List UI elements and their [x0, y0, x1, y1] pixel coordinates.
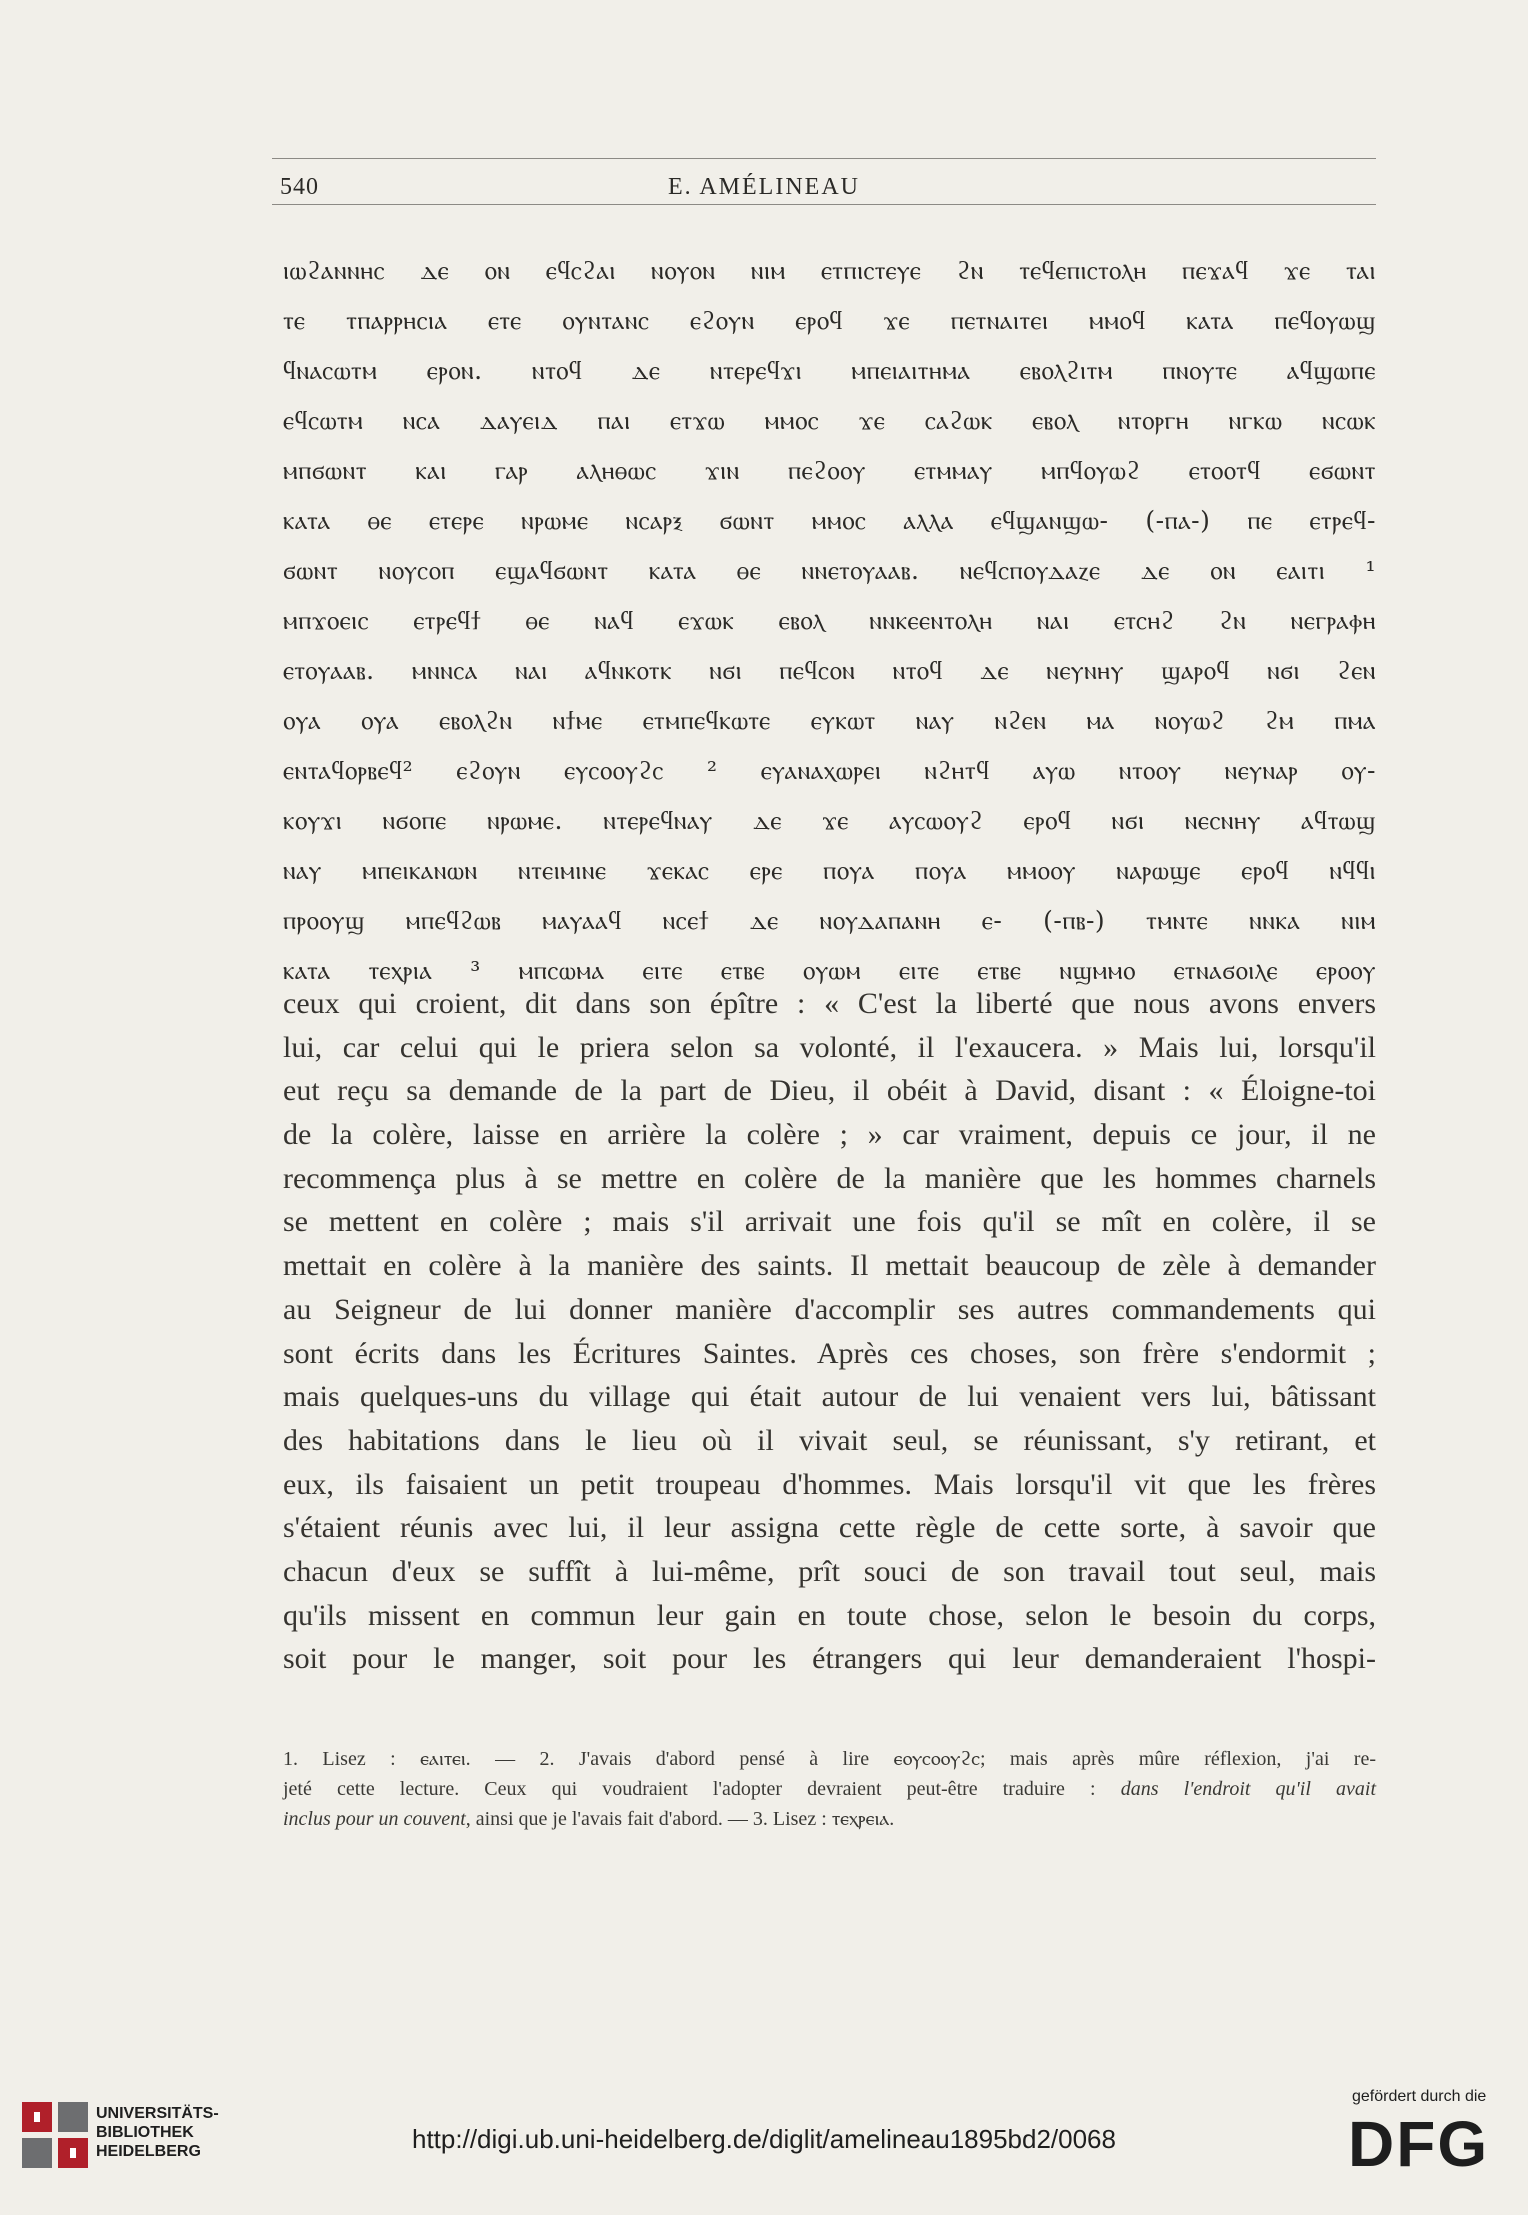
svg-text:DFG: DFG [1348, 2110, 1490, 2172]
french-line: ceux qui croient, dit dans son épître : « C'est la liberté que nous avons envers [283, 987, 1376, 1020]
coptic-line: ϭⲱⲛⲧ ⲛⲟⲩⲥⲟⲡ ⲉϣⲁϥϭⲱⲛⲧ ⲕⲁⲧⲁ ⲑⲉ ⲛⲛⲉⲧⲟⲩⲁⲁⲃ. ⲛⲉϥⲥⲡⲟⲩⲇⲁⲍⲉ ⲇⲉ ⲟⲛ ⲉⲁⲓⲧⲓ ¹ [283, 556, 1376, 585]
permalink-url[interactable]: http://digi.ub.uni-heidelberg.de/diglit/amelineau1895bd2/0068 [412, 2124, 1116, 2154]
running-title: E. AMÉLINEAU [668, 174, 860, 200]
coptic-line: ⲡⲣⲟⲟⲩϣ ⲙⲡⲉϥϩⲱⲃ ⲙⲁⲩⲁⲁϥ ⲛⲥⲉϯ ⲇⲉ ⲛⲟⲩⲇⲁⲡⲁⲛⲏ ⲉ- (-ⲡⲃ-) ⲧⲙⲛⲧⲉ ⲛⲛⲕⲁ ⲛⲓⲙ [283, 906, 1376, 935]
coptic-line: ⲟⲩⲁ ⲟⲩⲁ ⲉⲃⲟⲗϩⲛ ⲛϯⲙⲉ ⲉⲧⲙⲡⲉϥⲕⲱⲧⲉ ⲉⲩⲕⲱⲧ ⲛⲁⲩ ⲛϩⲉⲛ ⲙⲁ ⲛⲟⲩⲱϩ ϩⲙ ⲡⲙⲁ [283, 706, 1376, 735]
footnote-italic-text: dans l'endroit qu'il avait [1120, 1778, 1376, 1800]
coptic-line: ⲧⲉ ⲧⲡⲁⲣⲣⲏⲥⲓⲁ ⲉⲧⲉ ⲟⲩⲛⲧⲁⲛⲥ ⲉϩⲟⲩⲛ ⲉⲣⲟϥ ϫⲉ ⲡⲉⲧⲛⲁⲓⲧⲉⲓ ⲙⲙⲟϥ ⲕⲁⲧⲁ ⲡⲉϥⲟⲩⲱϣ [283, 306, 1376, 335]
library-name: UNIVERSITÄTS- BIBLIOTHEK HEIDELBERG [96, 2105, 219, 2160]
footnote-italic-text: inclus pour un couvent [283, 1808, 466, 1830]
french-line: mais quelques-uns du village qui était autour de lui venaient vers lui, bâtissant [283, 1380, 1376, 1414]
french-line: se mettent en colère ; mais s'il arrivait une fois qu'il se mît en colère, il se [283, 1205, 1376, 1239]
french-line: mettait en colère à la manière des saints. Il mettait beaucoup de zèle à demander [283, 1249, 1376, 1283]
coptic-line: ⲛⲁⲩ ⲙⲡⲉⲓⲕⲁⲛⲱⲛ ⲛⲧⲉⲓⲙⲓⲛⲉ ϫⲉⲕⲁⲥ ⲉⲣⲉ ⲡⲟⲩⲁ ⲡⲟⲩⲁ ⲙⲙⲟⲟⲩ ⲛⲁⲣⲱϣⲉ ⲉⲣⲟϥ ⲛϥϥⲓ [283, 856, 1376, 885]
dfg-logo-icon [1346, 2110, 1512, 2172]
header-rule-top [272, 158, 1376, 159]
coptic-line: ⲉϥⲥⲱⲧⲙ ⲛⲥⲁ ⲇⲁⲩⲉⲓⲇ ⲡⲁⲓ ⲉⲧϫⲱ ⲙⲙⲟⲥ ϫⲉ ⲥⲁϩⲱⲕ ⲉⲃⲟⲗ ⲛⲧⲟⲣⲅⲏ ⲛⲅⲕⲱ ⲛⲥⲱⲕ [283, 406, 1376, 435]
footnote-line: 1. Lisez : ⲉⲁⲓⲧⲉⲓ. — 2. J'avais d'abord pensé à lire ⲉⲟⲩⲥⲟⲟⲩϩⲥ; mais après mûre réflexion, j'ai re- [283, 1748, 1376, 1770]
french-line: soit pour le manger, soit pour les étrangers qui leur demanderaient l'hospi- [283, 1642, 1376, 1676]
coptic-line: ⲕⲁⲧⲁ ⲑⲉ ⲉⲧⲉⲣⲉ ⲛⲣⲱⲙⲉ ⲛⲥⲁⲣⲝ ϭⲱⲛⲧ ⲙⲙⲟⲥ ⲁⲗⲗⲁ ⲉϥϣⲁⲛϣⲱ- (-ⲡⲁ-) ⲡⲉ ⲉⲧⲣⲉϥ- [283, 506, 1376, 535]
digitization-footer [0, 2080, 1528, 2215]
footnote-line [283, 1804, 1376, 1834]
page-number: 540 [280, 174, 319, 200]
coptic-line: ϥⲛⲁⲥⲱⲧⲙ ⲉⲣⲟⲛ. ⲛⲧⲟϥ ⲇⲉ ⲛⲧⲉⲣⲉϥϫⲓ ⲙⲡⲉⲓⲁⲓⲧⲏⲙⲁ ⲉⲃⲟⲗϩⲓⲧⲙ ⲡⲛⲟⲩⲧⲉ ⲁϥϣⲱⲡⲉ [283, 356, 1376, 385]
french-line: qu'ils missent en commun leur gain en toute chose, selon le besoin du corps, [283, 1598, 1376, 1632]
french-translation-block [283, 982, 1376, 1681]
french-line: lui, car celui qui le priera selon sa volonté, il l'exaucera. » Mais lui, lorsqu'il [283, 1030, 1376, 1064]
french-line: recommença plus à se mettre en colère de la manière que les hommes charnels [283, 1161, 1376, 1195]
header-rule-bottom [272, 204, 1376, 205]
french-line: eux, ils faisaient un petit troupeau d'hommes. Mais lorsqu'il vit que les frères [283, 1467, 1376, 1501]
footnote-line [283, 1774, 1376, 1804]
french-line: eut reçu sa demande de la part de Dieu, il obéit à David, disant : « Éloigne-toi [283, 1074, 1376, 1108]
coptic-line: ⲕⲟⲩϫⲓ ⲛϭⲟⲡⲉ ⲛⲣⲱⲙⲉ. ⲛⲧⲉⲣⲉϥⲛⲁⲩ ⲇⲉ ϫⲉ ⲁⲩⲥⲱⲟⲩϩ ⲉⲣⲟϥ ⲛϭⲓ ⲛⲉⲥⲛⲏⲩ ⲁϥⲧⲱϣ [283, 806, 1376, 835]
french-line: s'étaient réunis avec lui, il leur assigna cette règle de cette sorte, à savoir que [283, 1511, 1376, 1545]
coptic-line: ⲉⲛⲧⲁϥⲟⲣⲃⲉϥ² ⲉϩⲟⲩⲛ ⲉⲩⲥⲟⲟⲩϩⲥ ² ⲉⲩⲁⲛⲁⲭⲱⲣⲉⲓ ⲛϩⲏⲧϥ ⲁⲩⲱ ⲛⲧⲟⲟⲩ ⲛⲉⲩⲛⲁⲣ ⲟⲩ- [283, 756, 1376, 785]
coptic-line: ⲕⲁⲧⲁ ⲧⲉⲭⲣⲓⲁ ³ ⲙⲡⲥⲱⲙⲁ ⲉⲓⲧⲉ ⲉⲧⲃⲉ ⲟⲩⲱⲙ ⲉⲓⲧⲉ ⲉⲧⲃⲉ ⲛϣⲙⲙⲟ ⲉⲧⲛⲁϭⲟⲓⲗⲉ ⲉⲣⲟⲟⲩ [283, 956, 1376, 985]
coptic-line: ⲉⲧⲟⲩⲁⲁⲃ. ⲙⲛⲛⲥⲁ ⲛⲁⲓ ⲁϥⲛⲕⲟⲧⲕ ⲛϭⲓ ⲡⲉϥⲥⲟⲛ ⲛⲧⲟϥ ⲇⲉ ⲛⲉⲩⲛⲏⲩ ϣⲁⲣⲟϥ ⲛϭⲓ ϩⲉⲛ [283, 656, 1376, 685]
french-line: au Seigneur de lui donner manière d'accomplir ses autres commandements qui [283, 1292, 1376, 1326]
funding-caption: gefördert durch die [1352, 2088, 1487, 2105]
footnote-text: , ainsi que je l'avais fait d'abord. — 3. Lisez : ⲧⲉⲭⲣⲉⲓⲁ. [465, 1808, 895, 1830]
coptic-line: ⲙⲡϫⲟⲉⲓⲥ ⲉⲧⲣⲉϥϯ ⲑⲉ ⲛⲁϥ ⲉϫⲱⲕ ⲉⲃⲟⲗ ⲛⲛⲕⲉⲉⲛⲧⲟⲗⲏ ⲛⲁⲓ ⲉⲧⲥⲏϩ ϩⲛ ⲛⲉⲅⲣⲁⲫⲏ [283, 606, 1376, 635]
french-line: sont écrits dans les Écritures Saintes. Après ces choses, son frère s'endormit ; [283, 1336, 1376, 1370]
footnote-text: jeté cette lecture. Ceux qui voudraient l'adopter devraient peut-être traduire : [283, 1778, 1121, 1800]
french-line: des habitations dans le lieu où il vivait seul, se réunissant, s'y retirant, et [283, 1423, 1376, 1457]
footnotes [283, 1744, 1376, 1834]
coptic-line: ⲙⲡϭⲱⲛⲧ ⲕⲁⲓ ⲅⲁⲣ ⲁⲗⲏⲑⲱⲥ ϫⲓⲛ ⲡⲉϩⲟⲟⲩ ⲉⲧⲙⲙⲁⲩ ⲙⲡϥⲟⲩⲱϩ ⲉⲧⲟⲟⲧϥ ⲉϭⲱⲛⲧ [283, 456, 1376, 485]
french-line: de la colère, laisse en arrière la colère ; » car vraiment, depuis ce jour, il ne [283, 1118, 1376, 1152]
coptic-line: ⲓⲱϩⲁⲛⲛⲏⲥ ⲇⲉ ⲟⲛ ⲉϥⲥϩⲁⲓ ⲛⲟⲩⲟⲛ ⲛⲓⲙ ⲉⲧⲡⲓⲥⲧⲉⲩⲉ ϩⲛ ⲧⲉϥⲉⲡⲓⲥⲧⲟⲗⲏ ⲡⲉϫⲁϥ ϫⲉ ⲧⲁⲓ [283, 256, 1376, 285]
french-line: chacun d'eux se suffît à lui-même, prît souci de son travail tout seul, mais [283, 1554, 1376, 1588]
coptic-text-block [283, 246, 1376, 996]
